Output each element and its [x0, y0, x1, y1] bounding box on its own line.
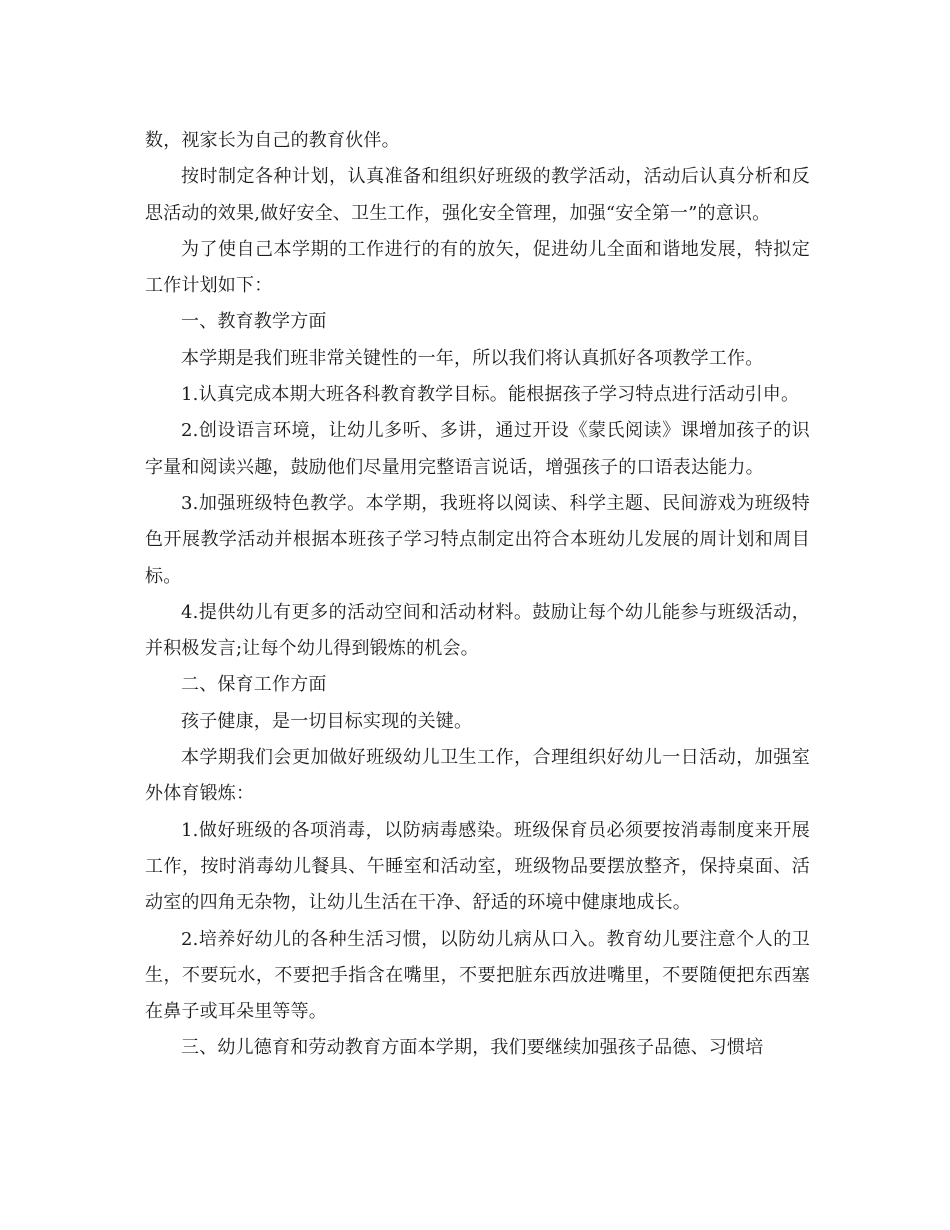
paragraph: 按时制定各种计划，认真准备和组织好班级的教学活动，活动后认真分析和反思活动的效果,做好安全、卫生工作，强化安全管理，加强“安全第一”的意识。	[145, 166, 810, 224]
paragraph: 本学期是我们班非常关键性的一年，所以我们将认真抓好各项教学工作。	[181, 347, 764, 369]
section-heading: 一、教育教学方面	[181, 311, 327, 333]
section-heading: 三、幼儿德育和劳动教育方面本学期，我们要继续加强孩子品德、习惯培	[181, 1037, 764, 1059]
paragraph: 数，视家长为自己的教育伙伴。	[145, 130, 400, 151]
document-body	[145, 123, 810, 1067]
list-item: 4.提供幼儿有更多的活动空间和活动材料。鼓励让每个幼儿能参与班级活动，并积极发言;让每个幼儿得到锻炼的机会。	[145, 601, 810, 660]
paragraph: 为了使自己本学期的工作进行的有的放矢，促进幼儿全面和谐地发展，特拟定工作计划如下：	[145, 238, 810, 297]
list-item: 2.创设语言环境，让幼儿多听、多讲，通过开设《蒙氏阅读》课增加孩子的识字量和阅读兴趣，鼓励他们尽量用完整语言说话，增强孩子的口语表达能力。	[145, 420, 810, 478]
list-item: 2.培养好幼儿的各种生活习惯，以防幼儿病从口入。教育幼儿要注意个人的卫生，不要玩水，不要把手指含在嘴里，不要把脏东西放进嘴里，不要随便把东西塞在鼻子或耳朵里等等。	[145, 928, 810, 1023]
paragraph: 孩子健康，是一切目标实现的关键。	[181, 710, 473, 732]
list-item: 1.认真完成本期大班各科教育教学目标。能根据孩子学习特点进行活动引申。	[181, 384, 800, 406]
section-heading: 二、保育工作方面	[181, 674, 327, 696]
list-item: 1.做好班级的各项消毒，以防病毒感染。班级保育员必须要按消毒制度来开展工作，按时消毒幼儿餐具、午睡室和活动室，班级物品要摆放整齐，保持桌面、活动室的四角无杂物，让幼儿生活在干净、舒适的环境中健康地成长。	[145, 819, 810, 914]
list-item: 3.加强班级特色教学。本学期，我班将以阅读、科学主题、民间游戏为班级特色开展教学活动并根据本班孩子学习特点制定出符合本班幼儿发展的周计划和周目标。	[145, 492, 810, 587]
paragraph: 本学期我们会更加做好班级幼儿卫生工作，合理组织好幼儿一日活动，加强室外体育锻炼：	[145, 747, 810, 805]
